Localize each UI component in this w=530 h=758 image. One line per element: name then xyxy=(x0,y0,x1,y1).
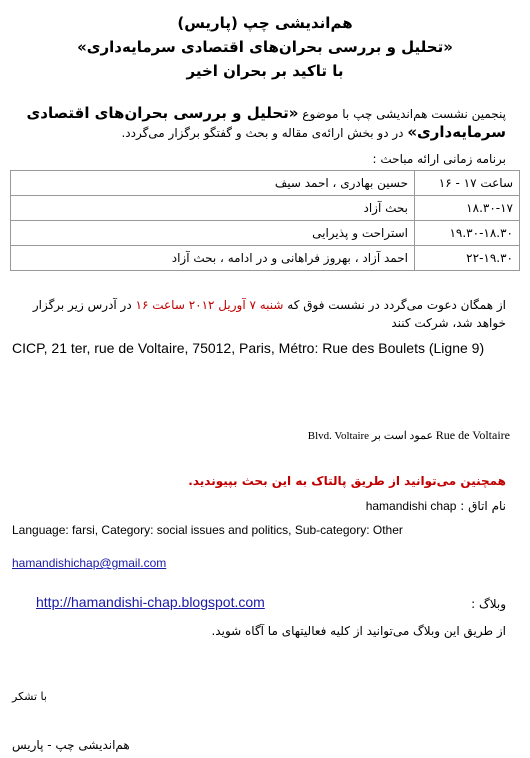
schedule-desc: استراحت و پذیرایی xyxy=(11,221,415,246)
table-row xyxy=(11,171,520,196)
event-topic-title: «تحلیل و بررسی بحران‌های اقتصادی سرمایه‌داری» xyxy=(77,38,453,56)
schedule-time: ۱۹.۳۰-۱۸.۳۰ xyxy=(415,221,520,246)
weblog-note: از طریق این وبلاگ می‌توانید از کلیه فعالیتهای ما آگاه شوید. xyxy=(211,624,506,638)
event-organizer-title: هم‌اندیشی چپ (پاریس) xyxy=(177,14,353,32)
weblog-label: وبلاگ : xyxy=(471,597,506,611)
invitation-text-start: از همگان دعوت می‌گردد در نشست فوق که xyxy=(283,298,506,312)
invitation-text-end: در آدرس زیر برگزار خواهد شد، شرکت کنند xyxy=(32,298,506,330)
street-note-middle: عمود است بر xyxy=(369,430,436,442)
schedule-time: ۱۸.۳۰-۱۷ xyxy=(415,196,520,221)
closing-thanks: با تشکر xyxy=(12,690,47,703)
schedule-time: ۲۲-۱۹.۳۰ xyxy=(415,246,520,271)
schedule-time: ساعت ۱۷ - ۱۶ xyxy=(415,171,520,196)
intro-text-start: پنجمین نشست هم‌اندیشی چپ با موضوع xyxy=(298,107,506,121)
table-row xyxy=(11,246,520,271)
venue-address: CICP, 21 ter, rue de Voltaire, 75012, Paris, Métro: Rue des Boulets (Ligne 9) xyxy=(12,340,485,356)
street-note xyxy=(308,428,510,443)
weblog-link[interactable]: http://hamandishi-chap.blogspot.com xyxy=(36,594,265,610)
event-subtitle: با تاکید بر بحران اخیر xyxy=(186,62,344,80)
table-row xyxy=(11,196,520,221)
street-name: Rue de Voltaire xyxy=(435,428,510,442)
room-name: hamandishi chap xyxy=(365,499,457,513)
intro-text-end: در دو بخش ارائه‌ی مقاله و بحث و گفتگو برگزار می‌گردد. xyxy=(121,126,408,140)
intro-paragraph xyxy=(22,104,506,142)
boulevard-name: Blvd. Voltaire xyxy=(307,430,370,442)
schedule-desc: حسین بهادری ، احمد سیف xyxy=(11,171,415,196)
schedule-desc: بحث آزاد xyxy=(11,196,415,221)
email-link[interactable]: hamandishichap@gmail.com xyxy=(12,556,167,570)
table-row xyxy=(11,221,520,246)
schedule-desc: احمد آزاد ، بهروز فراهانی و در ادامه ، بحث آزاد xyxy=(11,246,415,271)
room-label: نام اتاق : xyxy=(456,499,506,513)
schedule-heading: برنامه زمانی ارائه مباحث : xyxy=(372,152,506,166)
closing-signature: هم‌اندیشی چپ - پاریس xyxy=(12,738,130,752)
paltalk-notice: همچنین می‌توانید از طریق پالتاک به این بحث بپیوندید. xyxy=(188,474,506,488)
intro-topic: «تحلیل و بررسی بحران‌های اقتصادی سرمایه‌داری» xyxy=(26,104,506,141)
invitation-paragraph xyxy=(22,296,506,332)
schedule-table xyxy=(10,170,520,271)
paltalk-category-line: Language: farsi, Category: social issues and politics, Sub-category: Other xyxy=(12,523,403,537)
event-date: شنبه ۷ آوریل ۲۰۱۲ ساعت ۱۶ xyxy=(135,298,284,312)
room-line xyxy=(366,499,506,513)
